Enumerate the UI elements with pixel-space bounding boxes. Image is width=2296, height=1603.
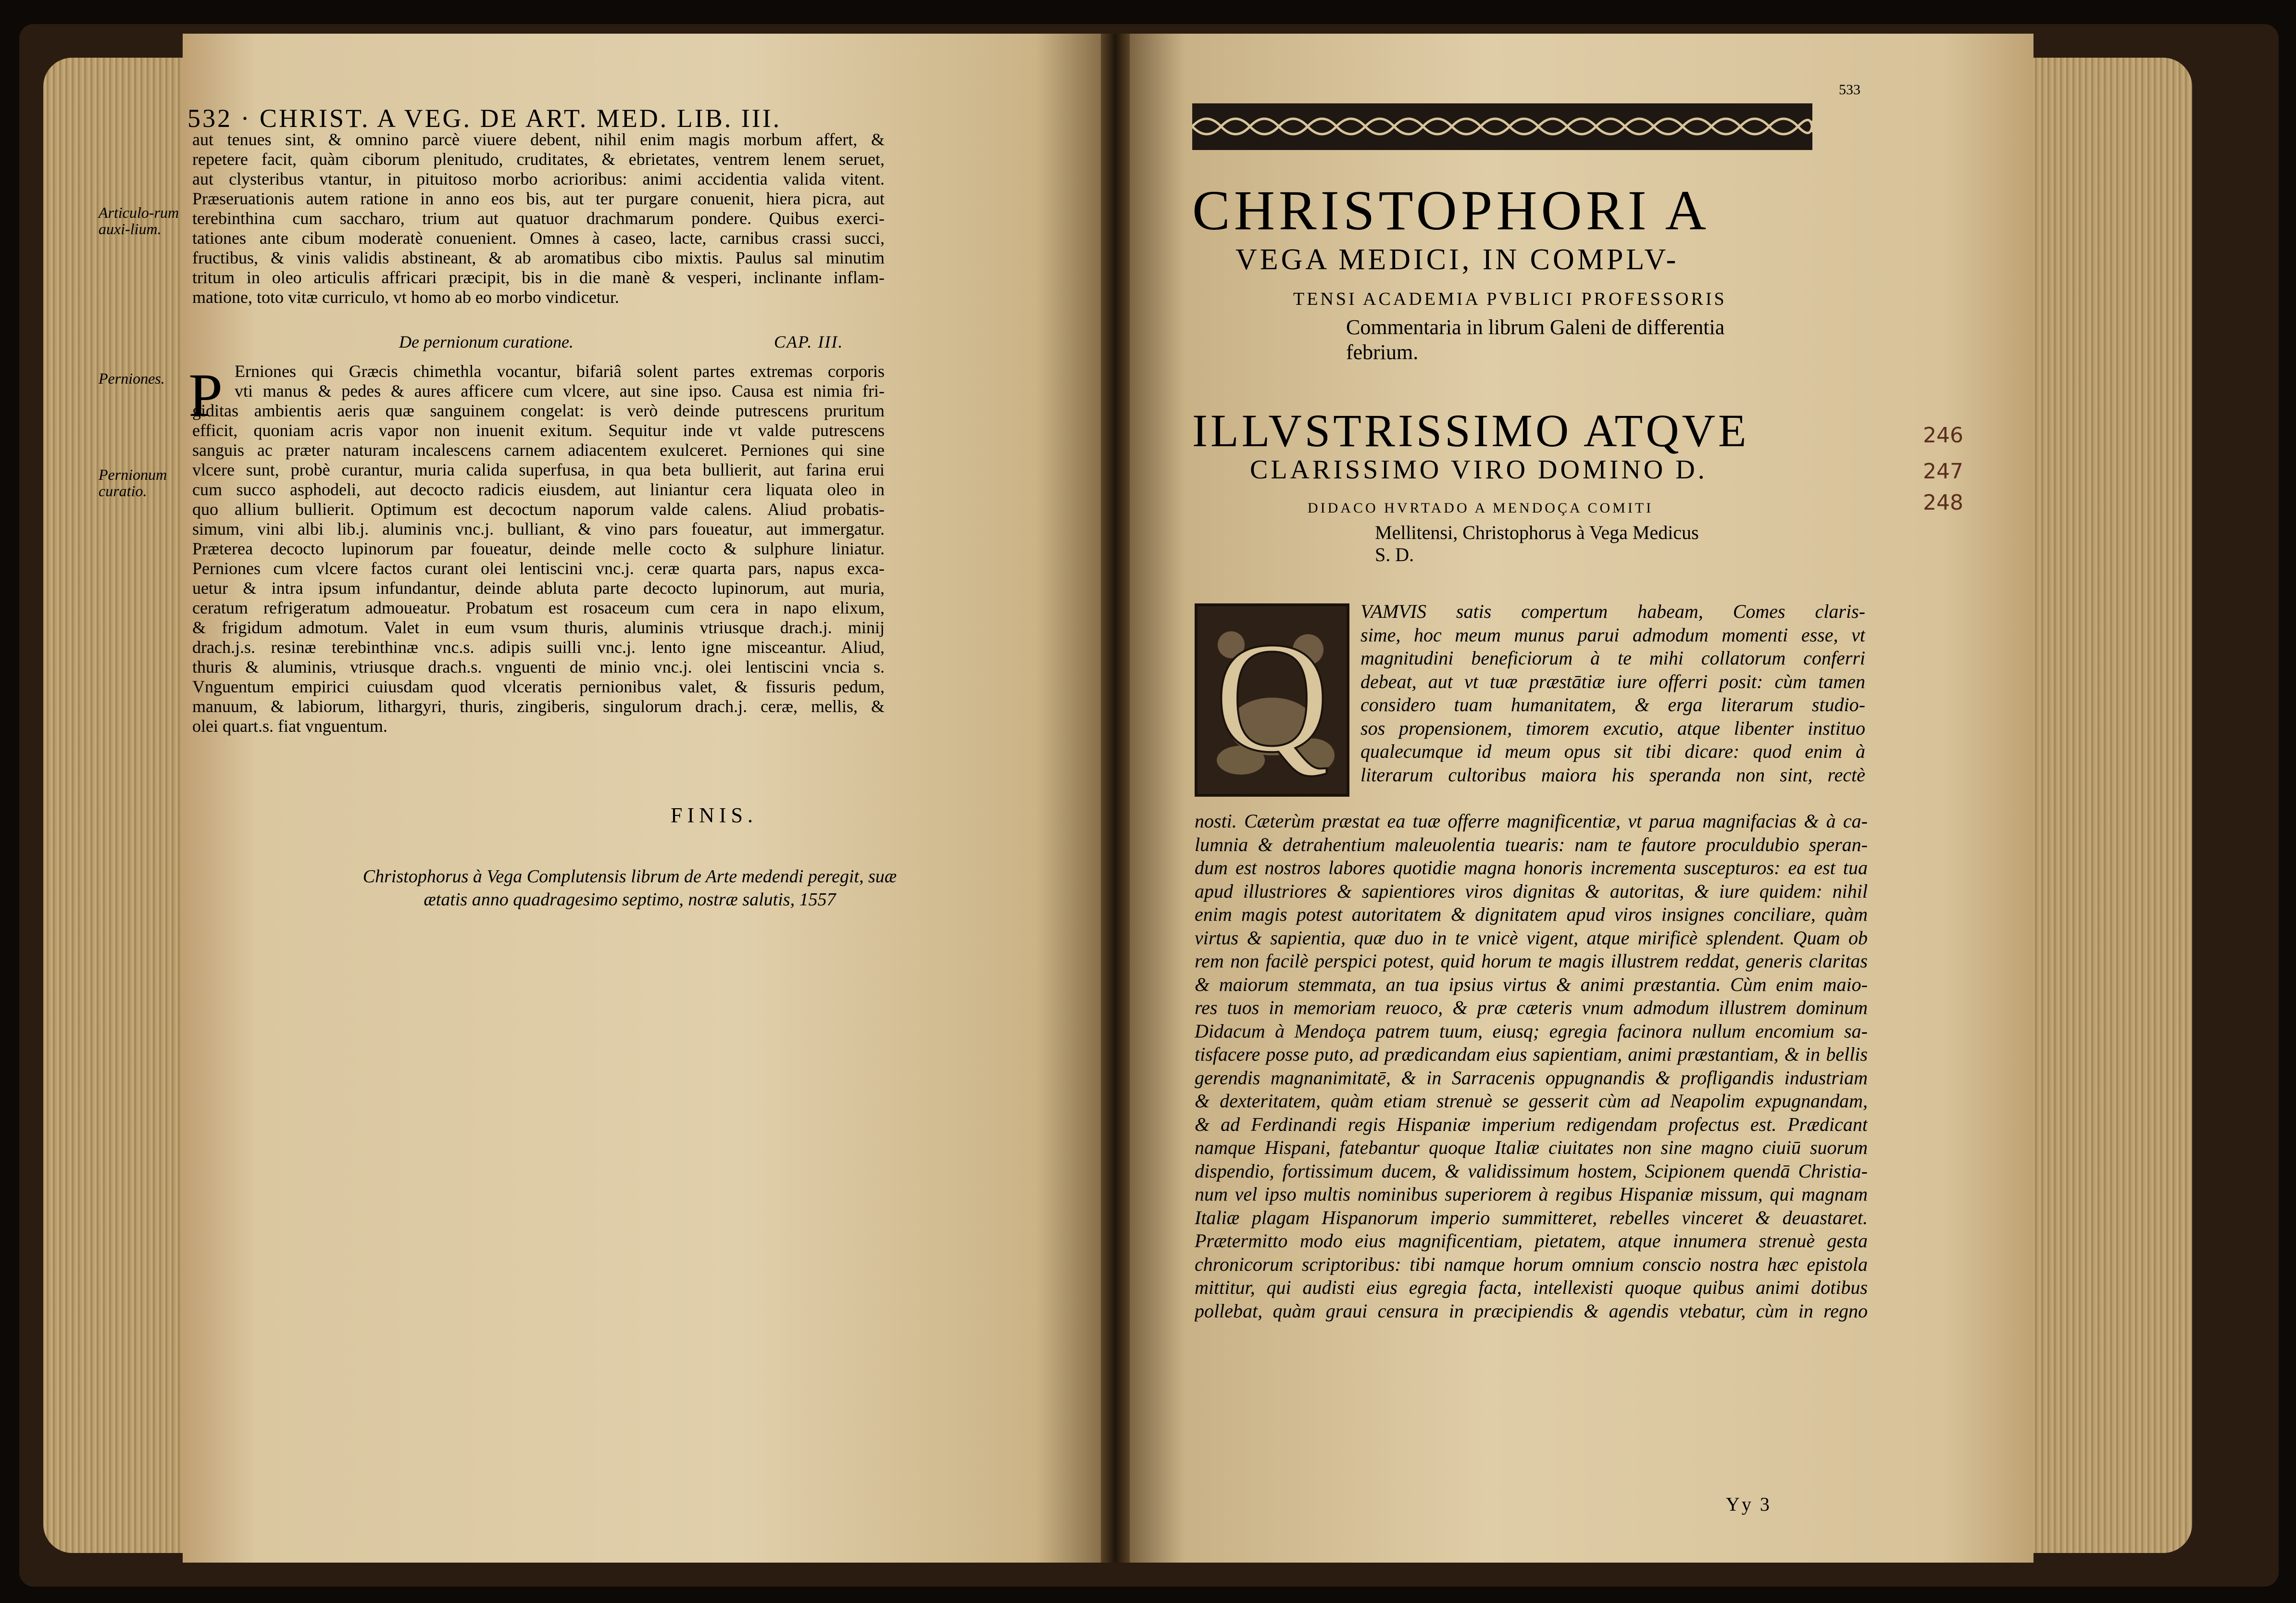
handwritten-note-3: 248 bbox=[1923, 490, 1963, 515]
epistle-line: enim magis potest autoritatem & dignitatem apud viros insignes conciliare, quàm bbox=[1195, 903, 1868, 925]
chapter-text-line: olei quart.s. fiat vnguentum. bbox=[192, 716, 387, 736]
colophon-line-1: Christophorus à Vega Complutensis librum de Arte medendi peregit, suæ bbox=[362, 866, 897, 887]
drop-cap-p: P bbox=[188, 361, 223, 429]
right-page-edges bbox=[2019, 58, 2192, 1553]
chapter-text-line: Vnguentum empirici cuiusdam quod vlceratis pernionibus valet, & fissuris pedum, bbox=[192, 677, 885, 696]
chapter-text-line: Præterea decocto lupinorum par foueatur, deinde melle cocto & sulphure liniatur. bbox=[192, 539, 885, 558]
body-text-line: repetere facit, quàm ciborum plenitudo, cruditates, & ebrietates, ventrem lenem seruet, bbox=[192, 150, 885, 169]
initial-letter-q: Q bbox=[1214, 610, 1330, 785]
epistle-line: mittitur, qui audisti eius egregia facta, intellexisti quoque quibus animi dotibus bbox=[1195, 1277, 1868, 1298]
epistle-line: magnitudini beneficiorum à te mihi collatorum conferri bbox=[1360, 647, 1865, 669]
epistle-line: virtus & sapientia, quæ duo in te vnicè vigent, atque mirificè splendent. Quam ob bbox=[1195, 927, 1868, 949]
epistle-text-beside-initial bbox=[1360, 600, 1865, 787]
title-line-2: VEGA MEDICI, IN COMPLV- bbox=[1235, 243, 1679, 276]
chapter-text-line: sanguis ac præter naturam incalescens carnem adiacentem exulceret. Perniones qui sine bbox=[192, 440, 885, 460]
epistle-line: qualecumque id meum opus sit tibi dicare: quod enim à bbox=[1360, 740, 1865, 762]
epistle-line: & ad Ferdinandi regis Hispaniæ imperium redigendam profectus est. Prædicant bbox=[1195, 1113, 1868, 1135]
epistle-text bbox=[1195, 810, 1868, 1323]
chapter-text-line: cum succo asphodeli, aut decocto radicis eiusdem, aut liniantur cera liquata oleo in bbox=[192, 480, 885, 499]
epistle-line: sos propensionem, timorem excutio, atque libenter instituo bbox=[1360, 717, 1865, 739]
body-text-line: tationes ante cibum moderatè conuenient. Omnes à caseo, lacte, carnibus crassi succi, bbox=[192, 228, 885, 248]
handwritten-note-1: 246 bbox=[1923, 423, 1963, 448]
chapter-number: CAP. III. bbox=[774, 332, 844, 351]
title-line-4: Commentaria in librum Galeni de differentia febrium. bbox=[1346, 315, 1725, 364]
epistle-line: num vel ipso multis nominibus superiorem à regibus Hispaniæ missum, qui magnam bbox=[1195, 1183, 1868, 1205]
epistle-line: namque Hispani, fatebantur quoque Italiæ ciuitates non sine magno ciuiū suorum bbox=[1195, 1137, 1868, 1158]
margin-note-pernionum-curatio: Pernionum curatio. bbox=[99, 466, 167, 500]
chapter-text-line: vti manus & pedes & aures afficere cum vlcere, aut sine ipso. Causa est nimia fri- bbox=[235, 381, 885, 401]
chapter-text-line: & frigidum admotum. Valet in eum vsum thuris, aluminis vtriusque drach.j. minij bbox=[192, 618, 885, 637]
running-head: 532 · CHRIST. A VEG. DE ART. MED. LIB. III. bbox=[187, 104, 782, 133]
dedication-line-2: CLARISSIMO VIRO DOMINO D. bbox=[1250, 455, 1708, 485]
epistle-line: Prætermitto modo eius magnificentiam, pietatem, atque innumera strenuè gesta bbox=[1195, 1230, 1868, 1252]
epistle-line: debeat, aut vt tuæ præstātiæ iure offerri posit: cùm tamen bbox=[1360, 670, 1865, 692]
chapter-text-line: efficit, quoniam acris vapor non inuenit exitum. Sequitur inde vt valde putrescens bbox=[192, 421, 885, 440]
chapter-text-line: ceratum refrigeratum admoueatur. Probatum est rosaceum cum cera in napo elixum, bbox=[192, 598, 885, 617]
ornamental-headpiece bbox=[1192, 103, 1812, 150]
body-text-line: aut tenues sint, & omnino parcè viuere debent, nihil enim magis morbum affert, & bbox=[192, 130, 885, 149]
chapter-text-line: Erniones qui Græcis chimethla vocantur, bifariâ solent partes extremas corporis bbox=[235, 362, 885, 381]
epistle-line: & dexteritatem, quàm etiam strenuè se gesserit cùm ad Neapolim expugnandam, bbox=[1195, 1090, 1868, 1112]
epistle-line: chronicorum scriptoribus: tibi namque horum omnium conscio nostra hæc epistola bbox=[1195, 1253, 1868, 1275]
margin-note-articulorum: Articulo-rum auxi-lium. bbox=[99, 204, 179, 238]
body-text-line: matione, toto vitæ curriculo, vt homo ab eo morbo vindicetur. bbox=[192, 288, 619, 307]
chapter-text-line: manuum, & labiorum, lithargyri, thuris, zingiberis, singulorum drach.j. ceræ, mellis, & bbox=[192, 697, 885, 716]
chapter-text-line: thuris & aluminis, vtriusque drach.s. vnguenti de minio vnc.j. olei lentiscini vncia s. bbox=[192, 657, 885, 676]
epistle-line: res tuos in memoriam reuoco, & præ cæteris vnum admodum illustrem dominum bbox=[1195, 997, 1868, 1018]
epistle-line: literarum cultoribus maiora his speranda non sint, rectè bbox=[1360, 764, 1865, 786]
body-text-line: Præseruationis autem ratione in anno eos bis, aut ter purgare conuenit, hiera picra, aut bbox=[192, 189, 885, 208]
chapter-text-line: Perniones cum vlcere factos curant olei lentiscini vnc.j. ceræ quarta pars, napus exca- bbox=[192, 559, 885, 578]
epistle-line: & maiorum stemmata, an tua ipsius virtus & animi præstantia. Cùm enim maio- bbox=[1195, 973, 1868, 995]
section-subhead: De pernionum curatione. bbox=[399, 332, 574, 351]
title-line-3: TENSI ACADEMIA PVBLICI PROFESSORIS bbox=[1293, 289, 1727, 309]
epistle-line: Italiæ plagam Hispanorum imperio summitteret, rebelles vinceret & deuastaret. bbox=[1195, 1206, 1868, 1228]
left-page-edges bbox=[43, 58, 207, 1553]
decorated-initial-q bbox=[1195, 603, 1349, 797]
epistle-line: dum est nostros labores quotidie magna honoris incrementa suscepturos: ea est tua bbox=[1195, 857, 1868, 878]
epistle-line: considero tuam humanitatem, & erga literarum studio- bbox=[1360, 694, 1865, 715]
body-text-chapter bbox=[192, 362, 885, 736]
chapter-text-line: quo allium bullierit. Optimum est decoctum naporum valde calens. Aliud probatis- bbox=[192, 500, 885, 519]
epistle-line: pollebat, quàm graui censura in præcipiendis & agendis vtebatur, cùm in regno bbox=[1195, 1300, 1868, 1322]
body-text-line: tritum in oleo articulis affricari præcipit, bis in die manè & vesperi, inclinante inflam- bbox=[192, 268, 885, 287]
epistle-line: gerendis magnanimitatē, & in Sarracenis oppugnandis & profligandis industriam bbox=[1195, 1066, 1868, 1089]
page-number: 533 bbox=[1839, 82, 1860, 98]
margin-note-perniones: Perniones. bbox=[99, 370, 165, 387]
epistle-line: lumnia & detrahentium maleuolentia tuearis: nam te fautore proculdubio speran- bbox=[1195, 833, 1868, 855]
chapter-text-line: uetur & intra ipsum infundantur, deinde abluta parte decocto lupinorum, aut muria, bbox=[192, 578, 885, 598]
epistle-line: apud illustriores & sapientiores viros dignitas & autoritas, & iure quidem: nihil bbox=[1195, 880, 1868, 902]
chapter-text-line: simum, vini albi lib.j. aluminis vnc.j. bulliant, & vino pars foueatur, aut immergatur. bbox=[192, 519, 885, 539]
chapter-text-line: giditas ambientis aeris quæ sanguinem congelat: is verò deinde putrescens pruritum bbox=[192, 401, 885, 420]
title-line-1: CHRISTOPHORI A bbox=[1192, 179, 1710, 242]
epistle-line: tisfacere posse puto, ad prædicandam eius sapientiam, animi præstantiam, & in bellis bbox=[1195, 1043, 1868, 1065]
book-gutter bbox=[1101, 34, 1130, 1563]
epistle-line: rem non facilè perspici potest, quid horum te magis illustrem reddat, generis claritas bbox=[1195, 950, 1868, 972]
chapter-text-line: drach.j.s. resinæ terebinthinæ vnc.s. adipis suilli vnc.j. lento igne misceantur. Aliud, bbox=[192, 638, 885, 657]
body-text-top bbox=[192, 130, 885, 307]
body-text-line: aut clysteribus vtantur, in pituitoso morbo acrioribus: animi accidentia valida vitent. bbox=[192, 169, 885, 188]
dedication-line-3: DIDACO HVRTADO A MENDOÇA COMITI bbox=[1308, 500, 1654, 516]
epistle-line: Didacum à Mendoça patrem tuum, eiusq; egregia facinora nullum encomium sa- bbox=[1195, 1020, 1868, 1042]
epistle-line: sime, hoc meum munus parui admodum momenti esse, vt bbox=[1360, 624, 1865, 646]
dedication-line-4: Mellitensi, Christophorus à Vega Medicus S. D. bbox=[1375, 522, 1699, 565]
signature-mark: Yy 3 bbox=[1726, 1493, 1772, 1515]
body-text-line: fructibus, & vinis validis abstineant, & ab aromatibus cibo mixtis. Paulus sal minutim bbox=[192, 248, 885, 267]
epistle-line: nosti. Cæterùm præstat ea tuæ offerre magnificentiæ, vt parua magnifacias & à ca- bbox=[1195, 810, 1868, 832]
body-text-line: terebinthina cum saccharo, trium aut quatuor drachmarum pondere. Quibus exerci- bbox=[192, 209, 885, 228]
finis: FINIS. bbox=[671, 803, 758, 827]
epistle-line: dispendio, fortissimum ducem, & validissimum hostem, Scipionem quendā Christia- bbox=[1195, 1160, 1868, 1182]
colophon-line-2: ætatis anno quadragesimo septimo, nostræ salutis, 1557 bbox=[424, 889, 836, 910]
dedication-line-1: ILLVSTRISSIMO ATQVE bbox=[1192, 405, 1749, 456]
epistle-line: VAMVIS satis compertum habeam, Comes claris- bbox=[1360, 601, 1865, 622]
handwritten-note-2: 247 bbox=[1923, 459, 1963, 484]
chapter-text-line: vlcere sunt, probè curantur, muria calida superfusa, in qua beta bullierit, aut farina erui bbox=[192, 460, 885, 479]
